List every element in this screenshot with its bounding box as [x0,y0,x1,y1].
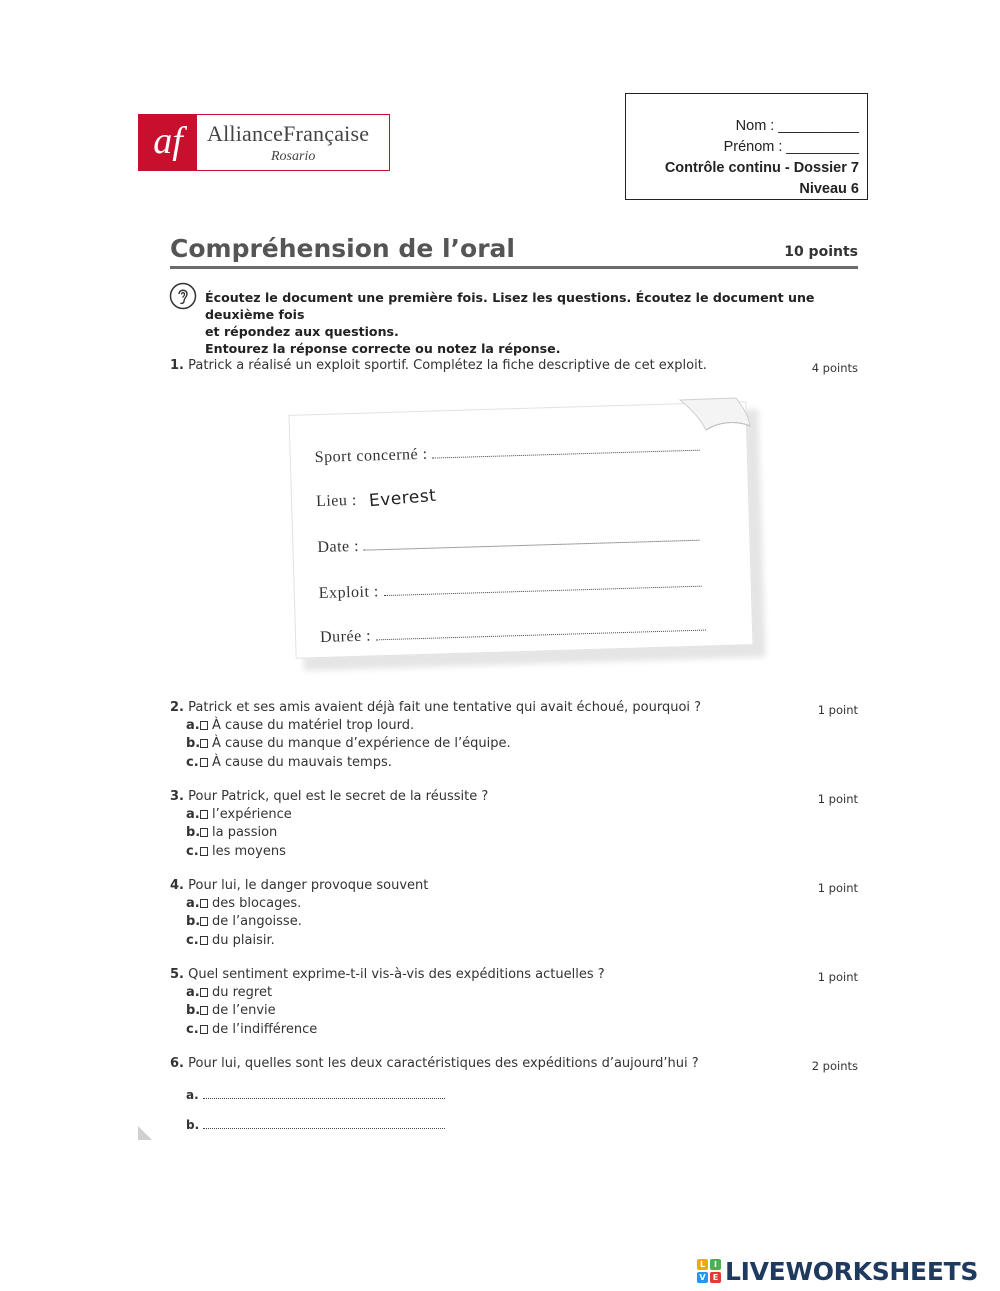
option-3b[interactable] [186,825,277,840]
card-row-sport [315,438,701,467]
nom-field[interactable]: Nom : __________ [735,118,859,134]
option-5b[interactable] [186,1003,276,1018]
sport-label: Sport concerné : [314,445,428,467]
option-letter: c. [186,1022,199,1037]
option-text: du regret [212,985,273,1000]
controle-label: Contrôle continu - Dossier 7 [664,160,859,176]
question-1 [170,358,707,373]
checkbox[interactable] [200,758,208,767]
card-row-lieu [316,487,437,511]
corner-mark [138,1126,152,1140]
option-5c[interactable] [186,1022,317,1037]
option-4b[interactable] [186,914,302,929]
liveworksheets-blocks-icon [697,1259,721,1283]
logo-city-text: Rosario [271,149,316,164]
question-5 [170,967,605,982]
option-text: des blocages. [212,896,302,911]
question-text: Quel sentiment exprime-t-il vis-à-vis des expéditions actuelles ? [188,967,605,982]
checkbox[interactable] [200,899,208,908]
af-mark: af [139,115,197,170]
option-letter: a. [186,807,200,822]
option-3a[interactable] [186,807,292,822]
lieu-label: Lieu : [315,491,358,511]
ear-icon [169,282,197,310]
option-letter: b. [186,914,201,929]
option-letter: b. [186,736,201,751]
question-5-points: 1 point [817,970,858,984]
checkbox[interactable] [200,1006,208,1015]
question-number: 2. [170,700,184,715]
question-4 [170,878,428,893]
question-2 [170,700,701,715]
option-2b[interactable] [186,736,511,751]
prenom-field[interactable]: Prénom : _________ [723,139,859,155]
block-v: V [697,1272,708,1283]
question-3 [170,789,488,804]
page-curl [676,396,751,444]
question-text: Pour lui, le danger provoque souvent [188,878,429,893]
card-row-date [317,528,700,557]
option-letter: a. [186,985,200,1000]
option-text: la passion [212,825,278,840]
card-row-duree [320,618,706,647]
question-1-points: 4 points [811,361,858,375]
answer-6b[interactable] [186,1118,445,1132]
question-number: 6. [170,1056,184,1071]
option-3c[interactable] [186,844,286,859]
checkbox[interactable] [200,721,208,730]
question-6-points: 2 points [811,1059,858,1073]
checkbox[interactable] [200,810,208,819]
answer-letter: a. [186,1088,199,1102]
duree-input[interactable] [375,618,705,641]
question-number: 1. [170,358,184,373]
option-text: les moyens [212,844,286,859]
student-info-box [625,93,868,200]
checkbox[interactable] [200,917,208,926]
instructions [205,289,865,357]
checkbox[interactable] [200,828,208,837]
option-text: À cause du mauvais temps. [212,755,392,770]
option-letter: a. [186,896,200,911]
duree-label: Durée : [319,627,372,647]
option-4c[interactable] [186,933,275,948]
option-letter: c. [186,755,199,770]
answer-input[interactable] [203,1090,445,1099]
liveworksheets-text: LIVEWORKSHEETS [725,1256,979,1286]
exploit-input[interactable] [383,574,701,596]
question-number: 5. [170,967,184,982]
option-text: du plaisir. [212,933,275,948]
instructions-line-3: Entourez la réponse correcte ou notez la réponse. [205,341,561,356]
question-3-points: 1 point [817,792,858,806]
lieu-value[interactable]: Everest [368,485,438,512]
niveau-label: Niveau 6 [799,181,859,197]
option-letter: c. [186,933,199,948]
option-text: de l’indifférence [212,1022,318,1037]
option-letter: c. [186,844,199,859]
title-divider [170,266,858,269]
date-label: Date : [317,537,360,557]
question-text: Patrick a réalisé un exploit sportif. Complétez la fiche descriptive de cet exploit. [188,358,707,373]
question-text: Pour lui, quelles sont les deux caractéristiques des expéditions d’aujourd’hui ? [188,1056,699,1071]
card-row-exploit [319,574,702,603]
answer-6a[interactable] [186,1088,445,1102]
block-i: I [710,1259,721,1270]
option-letter: a. [186,718,200,733]
checkbox[interactable] [200,847,208,856]
exploit-label: Exploit : [318,583,380,603]
checkbox[interactable] [200,988,208,997]
option-2a[interactable] [186,718,414,733]
checkbox[interactable] [200,1025,208,1034]
option-text: À cause du matériel trop lourd. [212,718,415,733]
answer-input[interactable] [203,1120,445,1129]
sport-input[interactable] [432,438,700,459]
alliance-francaise-logo [138,114,390,171]
question-number: 4. [170,878,184,893]
option-text: l’expérience [212,807,292,822]
option-letter: b. [186,1003,201,1018]
option-letter: b. [186,825,201,840]
checkbox[interactable] [200,936,208,945]
question-6 [170,1056,699,1071]
question-text: Patrick et ses amis avaient déjà fait une tentative qui avait échoué, pourquoi ? [188,700,702,715]
question-number: 3. [170,789,184,804]
option-text: de l’angoisse. [212,914,302,929]
option-2c[interactable] [186,755,392,770]
liveworksheets-logo [697,1257,978,1285]
option-5a[interactable] [186,985,272,1000]
question-4-points: 1 point [817,881,858,895]
instructions-line-1: Écoutez le document une première fois. Lisez les questions. Écoutez le document une deuxième fois [205,290,815,322]
option-text: de l’envie [212,1003,276,1018]
date-input[interactable] [363,528,699,551]
question-2-points: 1 point [817,703,858,717]
instructions-line-2: et répondez aux questions. [205,324,399,339]
block-l: L [697,1259,708,1270]
section-points: 10 points [784,244,858,260]
checkbox[interactable] [200,739,208,748]
logo-brand-text: AllianceFrançaise [207,121,370,146]
option-4a[interactable] [186,896,301,911]
section-title: Compréhension de l’oral [170,234,515,263]
option-text: À cause du manque d’expérience de l’équipe. [212,736,511,751]
answer-letter: b. [186,1118,200,1132]
question-text: Pour Patrick, quel est le secret de la réussite ? [188,789,489,804]
block-e: E [710,1272,721,1283]
